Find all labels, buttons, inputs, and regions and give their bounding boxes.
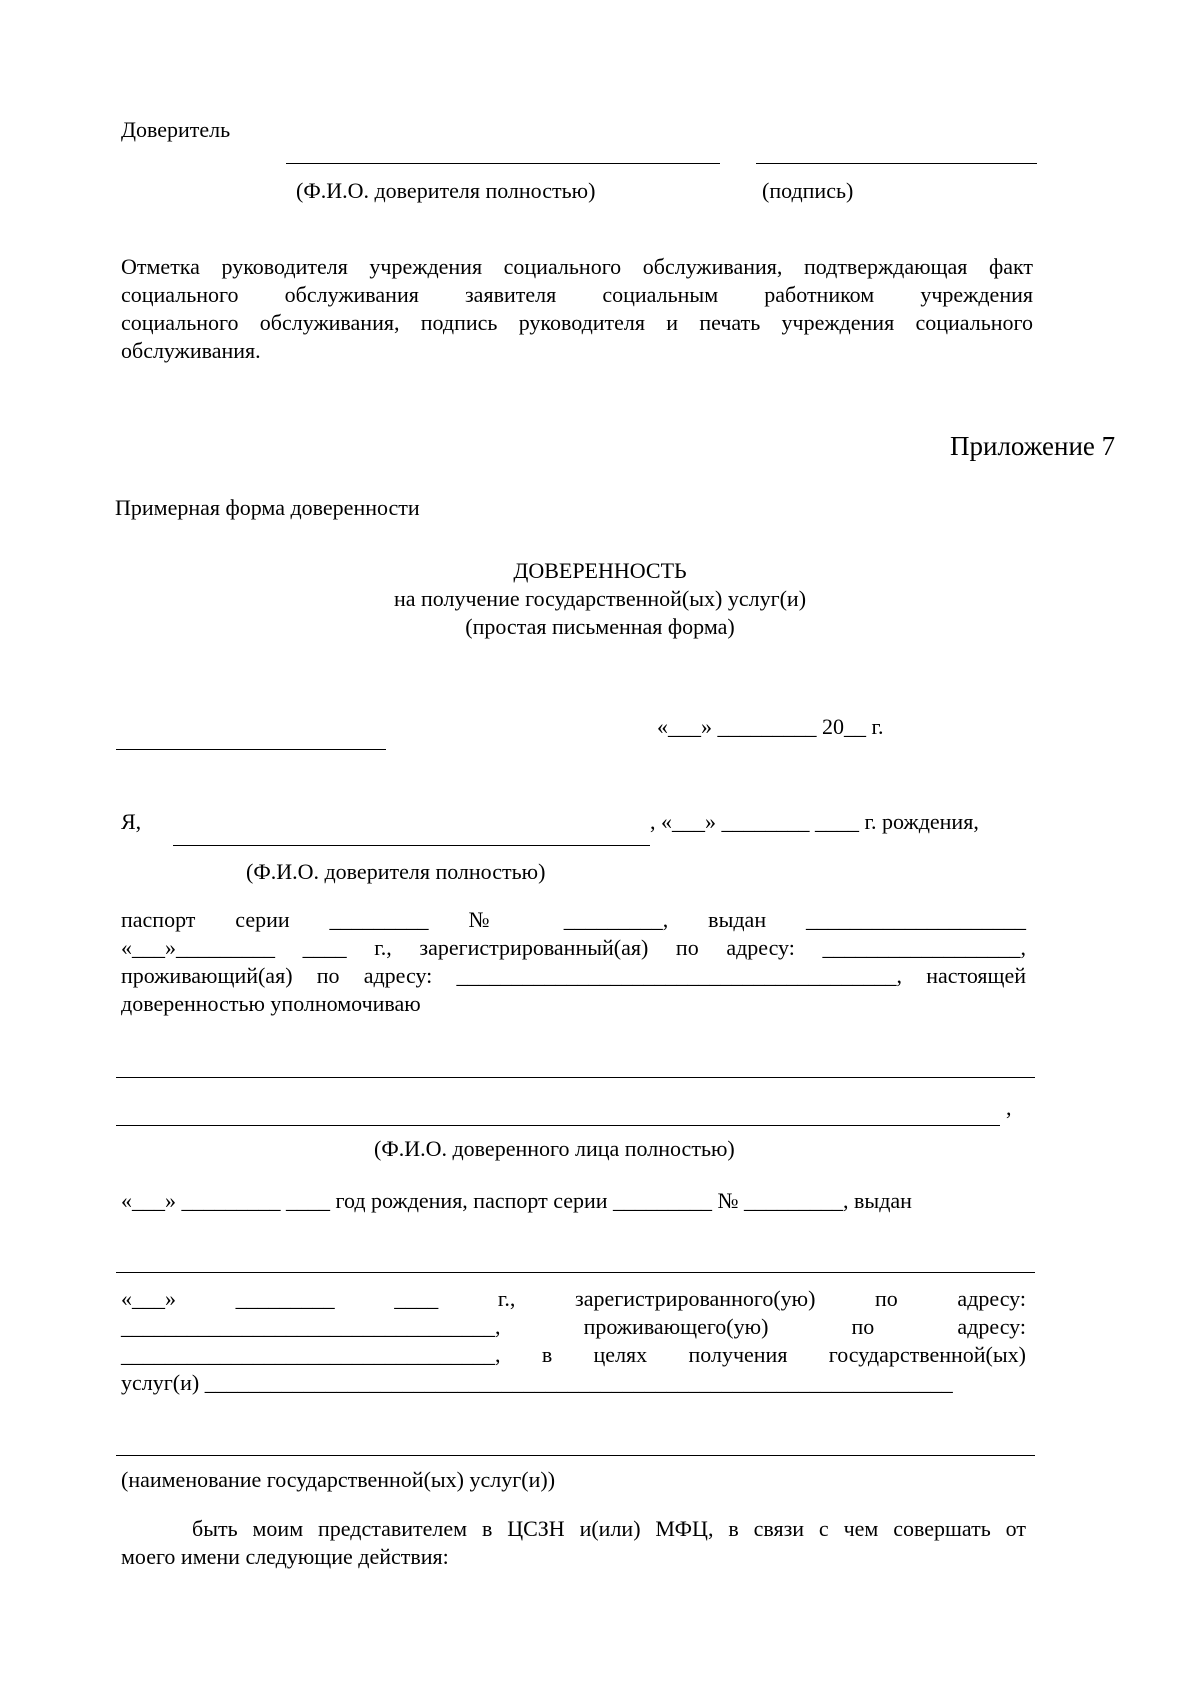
place-line [116, 749, 386, 750]
service-name-caption: (наименование государственной(ых) услуг(и)) [121, 1467, 556, 1492]
principal-fio-line [173, 845, 650, 846]
trustee-fio-caption: (Ф.И.О. доверенного лица полностью) [374, 1136, 735, 1161]
trustee-comma: , [1006, 1095, 1012, 1120]
service-name-line [116, 1455, 1035, 1456]
date-field: «___» _________ 20__ г. [657, 714, 884, 739]
principal-fio-caption: (Ф.И.О. доверителя полностью) [246, 859, 546, 884]
principal-passport-line: паспорт серии _________ № _________, выдан ____________________ [121, 907, 1026, 932]
trustee-registration-line: «___» _________ ____ г., зарегистрированного(ую) по адресу: [121, 1286, 1026, 1311]
principal-name-caption: (Ф.И.О. доверителя полностью) [296, 178, 596, 203]
document-title: ДОВЕРЕННОСТЬ [513, 558, 687, 583]
services-line: услуг(и) ____________________________________________________________________ [121, 1370, 953, 1395]
document-subtitle: на получение государственной(ых) услуг(и) [393, 586, 807, 611]
note-line-2: социального обслуживания заявителя социальным работником учреждения [121, 282, 1033, 307]
trustee-residence-line: __________________________________, проживающего(ую) по адресу: [121, 1314, 1026, 1339]
final-line-1: быть моим представителем в ЦСЗН и(или) МФЦ, в связи с чем совершать от [192, 1516, 1026, 1541]
signature-caption: (подпись) [762, 178, 854, 203]
document-form-type: (простая письменная форма) [465, 614, 735, 639]
principal-birth-date: , «___» ________ ____ г. рождения, [650, 809, 979, 834]
principal-label: Доверитель [121, 117, 231, 142]
ya-label: Я, [121, 809, 142, 834]
principal-signature-line [756, 163, 1037, 164]
final-line-2: моего имени следующие действия: [121, 1544, 449, 1569]
principal-registration-line: «___»_________ ____ г., зарегистрированный(ая) по адресу: __________________, [121, 935, 1026, 960]
note-line-3: социального обслуживания, подпись руководителя и печать учреждения социального [121, 310, 1033, 335]
sample-form-label: Примерная форма доверенности [115, 495, 420, 520]
appendix-label: Приложение 7 [950, 431, 1116, 461]
note-line-1: Отметка руководителя учреждения социального обслуживания, подтверждающая факт [121, 254, 1033, 279]
trustee-line-2 [116, 1125, 1000, 1126]
trustee-passport-line: «___» _________ ____ год рождения, паспорт серии _________ № _________, выдан [121, 1188, 912, 1213]
note-line-4: обслуживания. [121, 338, 261, 363]
principal-residence-line: проживающий(ая) по адресу: ________________________________________, настоящей [121, 963, 1026, 988]
authorize-text: доверенностью уполномочиваю [121, 991, 421, 1016]
principal-name-line [286, 163, 720, 164]
trustee-line-1 [116, 1077, 1035, 1078]
trustee-issued-line [116, 1272, 1035, 1273]
trustee-purpose-line: __________________________________, в целях получения государственной(ых) [121, 1342, 1026, 1367]
